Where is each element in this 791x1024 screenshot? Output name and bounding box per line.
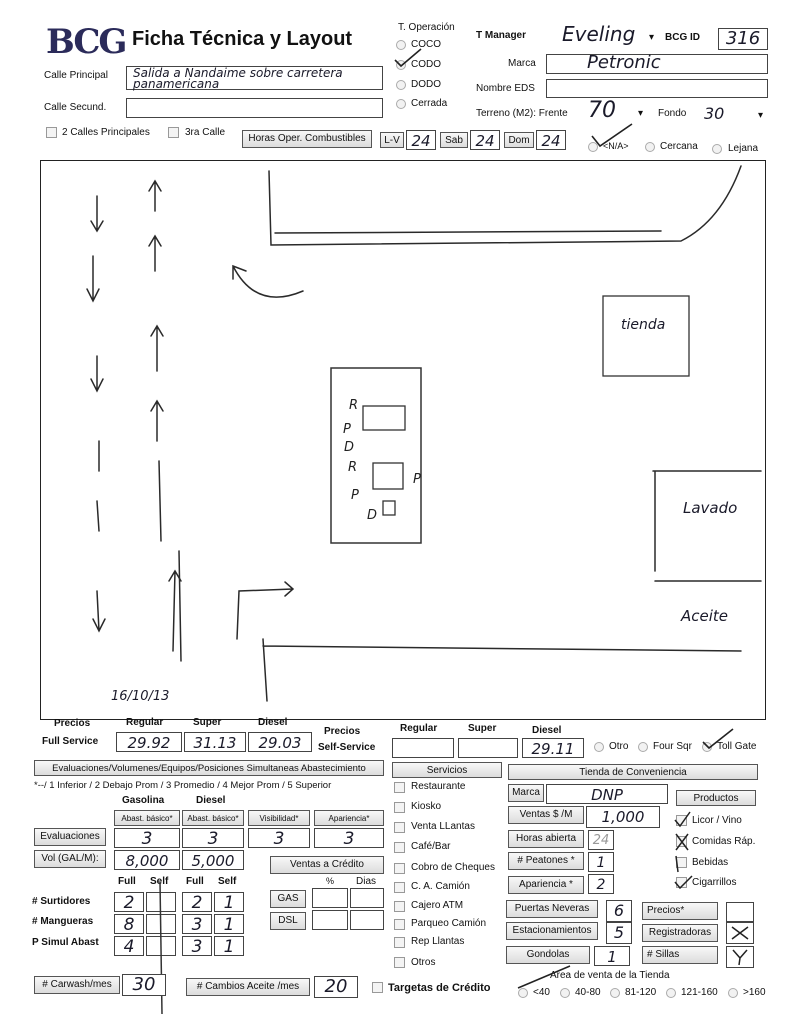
sillas-label: # Sillas	[642, 946, 718, 964]
option-otro: Otro	[609, 741, 629, 752]
dom-value[interactable]: 24	[536, 130, 566, 150]
horas-abierta-label: Horas abierta	[508, 830, 584, 848]
svg-text:D: D	[344, 440, 355, 455]
peatones-label: # Peatones *	[508, 852, 584, 870]
layout-sketch	[41, 161, 765, 719]
surtidor-full-header: Full	[118, 876, 136, 887]
gas-pct-field[interactable]	[312, 888, 348, 908]
sillas-field[interactable]	[726, 946, 754, 968]
mangueras-label: # Mangueras	[32, 916, 94, 927]
surtidores-full-gas[interactable]: 2	[114, 892, 144, 912]
lavado-sketch-label: Lavado	[683, 499, 738, 517]
precios-tienda-field[interactable]	[726, 902, 754, 922]
estacionamientos-label: Estacionamientos	[506, 922, 598, 940]
surtidor-self-diesel-header: Self	[218, 876, 237, 887]
lv-value[interactable]: 24	[406, 130, 436, 150]
ventas-label: Ventas $ /M	[508, 806, 584, 824]
gasolina-header: Gasolina	[122, 795, 165, 806]
rating-scale: *--/ 1 Inferior / 2 Debajo Prom / 3 Promedio / 4 Mejor Prom / 5 Superior	[34, 780, 332, 791]
tienda-apariencia-value[interactable]: 2	[588, 874, 614, 894]
self-service-label: Self-Service	[318, 742, 376, 753]
radio-area-81-120[interactable]	[610, 988, 620, 998]
evaluaciones-bar[interactable]: Evaluaciones/Volumenes/Equipos/Posiciones Simultaneas Abastecimiento	[34, 760, 384, 776]
bcg-logo: BCG	[46, 22, 126, 62]
cambios-value[interactable]: 20	[314, 976, 358, 998]
estacionamientos-value[interactable]: 5	[606, 922, 632, 944]
servicios-header: Servicios	[392, 762, 502, 778]
sillas-y-mark	[727, 947, 753, 967]
servicio-cafe-bar: Café/Bar	[411, 841, 451, 852]
servicio-venta-llantas: Venta LLantas	[411, 821, 475, 832]
tarjetas-credito-label: Targetas de Crédito	[388, 982, 491, 994]
eval-diesel-value[interactable]: 3	[182, 828, 244, 848]
option-four-sqr: Four Sqr	[653, 741, 692, 752]
radio-area-121-160[interactable]	[666, 988, 676, 998]
full-super-value[interactable]: 31.13	[184, 732, 246, 752]
producto-cigarrillos: Cigarrillos	[692, 877, 737, 888]
tienda-sketch-label: tienda	[621, 317, 666, 333]
lv-label: L-V	[380, 132, 404, 148]
simul-label: P Simul Abast	[32, 937, 99, 948]
simul-full-diesel[interactable]: 3	[182, 936, 212, 956]
radio-otro[interactable]	[594, 742, 604, 752]
radio-dodo[interactable]	[396, 80, 406, 90]
svg-text:D: D	[367, 508, 378, 523]
gas-dias-field[interactable]	[350, 888, 384, 908]
simul-full-gas[interactable]: 4	[114, 936, 144, 956]
t-operacion-label: T. Operación	[398, 22, 455, 33]
svg-text:P: P	[413, 472, 421, 487]
tienda-header: Tienda de Conveniencia	[508, 764, 758, 780]
registradoras-x-mark	[727, 923, 753, 943]
self-regular-field[interactable]	[392, 738, 454, 758]
area-check-mark	[514, 962, 574, 992]
na-check-mark	[588, 120, 636, 152]
producto-comidas-rap: Comidas Ráp.	[692, 836, 756, 847]
option-toll-gate: Toll Gate	[717, 741, 757, 752]
option-na: <N/A>	[603, 141, 629, 151]
servicio-parqueo-camion: Parqueo Camión	[411, 918, 487, 929]
carwash-label: # Carwash/mes	[34, 976, 120, 994]
layout-canvas[interactable]	[40, 160, 766, 720]
productos-header: Productos	[676, 790, 756, 806]
producto-bebidas: Bebidas	[692, 857, 729, 868]
t-manager-label: T Manager	[476, 30, 527, 41]
dos-calles-checkbox[interactable]	[46, 127, 57, 138]
pct-header: %	[326, 876, 335, 886]
horas-oper-button[interactable]: Horas Oper. Combustibles	[242, 130, 372, 148]
full-regular-header: Regular	[126, 717, 164, 728]
peatones-value[interactable]: 1	[588, 852, 614, 872]
surtidores-label: # Surtidores	[32, 896, 91, 907]
gondolas-label: Gondolas	[506, 946, 590, 964]
sab-value[interactable]: 24	[470, 130, 500, 150]
servicio-restaurante: Restaurante	[411, 781, 466, 792]
self-regular-header: Regular	[400, 723, 438, 734]
svg-text:R: R	[348, 460, 358, 475]
calle-principal-field[interactable]	[126, 66, 383, 90]
mangueras-self-diesel[interactable]: 1	[214, 914, 244, 934]
dos-calles-label: 2 Calles Principales	[62, 127, 150, 138]
tienda-apariencia-label: Apariencia *	[508, 876, 584, 894]
apariencia-header: Apariencia*	[314, 810, 384, 826]
fondo-label: Fondo	[658, 108, 687, 119]
servicio-ca-camion: C. A. Camión	[411, 881, 470, 892]
dom-label: Dom	[504, 132, 534, 148]
radio-lejana[interactable]	[712, 144, 722, 154]
productos-check-marks	[672, 806, 700, 890]
self-super-field[interactable]	[458, 738, 518, 758]
area-option-81-120: 81-120	[625, 987, 657, 998]
marca-label: Marca	[508, 58, 536, 69]
radio-cerrada[interactable]	[396, 99, 406, 109]
calle-principal-label: Calle Principal	[44, 70, 108, 81]
servicio-cobro-cheques: Cobro de Cheques	[411, 862, 495, 873]
carwash-value[interactable]: 30	[122, 974, 166, 996]
producto-licor-vino: Licor / Vino	[692, 815, 742, 826]
toll-gate-check-mark	[700, 726, 736, 750]
tienda-marca-value[interactable]: DNP	[546, 784, 668, 804]
chk-otros[interactable]	[394, 957, 405, 968]
calle-secund-field[interactable]	[126, 98, 383, 118]
option-cercana: Cercana	[660, 141, 698, 152]
chk-tarjetas-credito[interactable]	[372, 982, 383, 993]
chk-cajero-atm[interactable]	[394, 901, 405, 912]
tercera-calle-checkbox[interactable]	[168, 127, 179, 138]
surtidor-self-header: Self	[150, 876, 169, 887]
registradoras-label: Registradoras	[642, 924, 718, 942]
t-manager-value[interactable]: Eveling	[562, 22, 636, 46]
self-diesel-header: Diesel	[532, 725, 562, 736]
eval-apariencia-value[interactable]: 3	[314, 828, 384, 848]
chk-parqueo-camion[interactable]	[394, 919, 405, 930]
svg-text:P: P	[343, 422, 351, 437]
vol-diesel-value[interactable]: 5,000	[182, 850, 244, 870]
option-codo: CODO	[411, 59, 441, 70]
chk-cobro-cheques[interactable]	[394, 863, 405, 874]
chk-restaurante[interactable]	[394, 782, 405, 793]
eval-visibilidad-value[interactable]: 3	[248, 828, 310, 848]
puertas-neveras-label: Puertas Neveras	[506, 900, 598, 918]
dsl-dias-field[interactable]	[350, 910, 384, 930]
simul-self-diesel[interactable]: 1	[214, 936, 244, 956]
chk-kiosko[interactable]	[394, 802, 405, 813]
puertas-neveras-value[interactable]: 6	[606, 900, 632, 922]
servicio-rep-llantas: Rep Llantas	[411, 936, 465, 947]
chk-cafe-bar[interactable]	[394, 842, 405, 853]
area-option-121-160: 121-160	[681, 987, 718, 998]
self-super-header: Super	[468, 723, 497, 734]
svg-text:P: P	[351, 488, 359, 503]
eval-gas-value[interactable]: 3	[114, 828, 180, 848]
layout-date: 16/10/13	[111, 689, 170, 704]
precios-self-label: Precios	[324, 726, 361, 737]
marca-value: Petronic	[587, 52, 661, 73]
full-service-label: Full Service	[42, 736, 99, 747]
surtidor-full-diesel-header: Full	[186, 876, 204, 887]
ventas-credito-button[interactable]: Ventas a Crédito	[270, 856, 384, 874]
servicio-cajero-atm: Cajero ATM	[411, 900, 464, 911]
cambios-label: # Cambios Aceite /mes	[186, 978, 310, 996]
vol-label: Vol (GAL/M):	[34, 850, 106, 868]
option-coco: COCO	[411, 39, 441, 50]
full-regular-value[interactable]: 29.92	[116, 732, 182, 752]
frente-chevron-icon[interactable]: ▾	[638, 108, 644, 119]
evaluaciones-label: Evaluaciones	[34, 828, 106, 846]
visibilidad-header: Visibilidad*	[248, 810, 310, 826]
chk-ca-camion[interactable]	[394, 882, 405, 893]
precios-tienda-label: Precios*	[642, 902, 718, 920]
frente-value[interactable]: 70	[588, 98, 616, 123]
vol-gas-value[interactable]: 8,000	[114, 850, 180, 870]
horas-abierta-value[interactable]: 24	[588, 830, 614, 850]
sab-label: Sab	[440, 132, 468, 148]
servicio-kiosko: Kiosko	[411, 801, 442, 812]
radio-area-160[interactable]	[728, 988, 738, 998]
aceite-sketch-label: Aceite	[681, 607, 729, 625]
gondolas-value[interactable]: 1	[594, 946, 630, 966]
radio-four-sqr[interactable]	[638, 742, 648, 752]
option-dodo: DODO	[411, 79, 441, 90]
calle-secund-label: Calle Secund.	[44, 102, 107, 113]
area-option-160: >160	[743, 987, 766, 998]
surtidores-self-diesel[interactable]: 1	[214, 892, 244, 912]
precios-full-label: Precios	[54, 718, 91, 729]
full-diesel-header: Diesel	[258, 717, 288, 728]
registradoras-field[interactable]	[726, 922, 754, 944]
area-option-40-80: 40-80	[575, 987, 601, 998]
fondo-value[interactable]: 30	[704, 104, 725, 123]
option-cerrada: Cerrada	[411, 98, 448, 109]
calle-principal-value: Salida a Nandaime sobre carretera panamericana	[133, 66, 343, 91]
page-title: Ficha Técnica y Layout	[132, 28, 353, 50]
fondo-chevron-icon[interactable]: ▾	[758, 110, 764, 121]
bcg-id-label: BCG ID	[665, 32, 700, 43]
ventas-value[interactable]: 1,000	[586, 806, 660, 828]
nombre-eds-field[interactable]	[546, 79, 768, 98]
mangueras-full-gas[interactable]: 8	[114, 914, 144, 934]
full-diesel-value[interactable]: 29.03	[248, 732, 312, 752]
option-lejana: Lejana	[728, 143, 759, 154]
marca-field[interactable]	[546, 54, 768, 74]
radio-cercana[interactable]	[645, 142, 655, 152]
terreno-label: Terreno (M2): Frente	[476, 108, 568, 119]
surtidores-full-diesel[interactable]: 2	[182, 892, 212, 912]
gas-label: GAS	[270, 890, 306, 908]
area-option-40: <40	[533, 987, 550, 998]
tercera-calle-label: 3ra Calle	[185, 127, 226, 138]
nombre-eds-label: Nombre EDS	[476, 83, 535, 94]
dsl-label: DSL	[270, 912, 306, 930]
svg-text:R: R	[349, 398, 359, 413]
abast-gas-header: Abast. básico*	[114, 810, 180, 826]
dsl-pct-field[interactable]	[312, 910, 348, 930]
codo-check-mark	[392, 46, 424, 70]
chevron-down-icon[interactable]: ▾	[649, 32, 655, 43]
abast-diesel-header: Abast. básico*	[182, 810, 244, 826]
self-diesel-value[interactable]: 29.11	[522, 738, 584, 758]
tienda-marca-label: Marca	[508, 784, 544, 802]
mangueras-full-diesel[interactable]: 3	[182, 914, 212, 934]
chk-rep-llantas[interactable]	[394, 937, 405, 948]
servicio-otros: Otros	[411, 957, 436, 968]
bcg-id-value[interactable]: 316	[718, 28, 768, 50]
chk-venta-llantas[interactable]	[394, 822, 405, 833]
area-venta-label: Area de venta de la Tienda	[550, 970, 670, 981]
diesel-header: Diesel	[196, 795, 226, 806]
full-super-header: Super	[193, 717, 222, 728]
dias-header: Dias	[356, 876, 377, 887]
